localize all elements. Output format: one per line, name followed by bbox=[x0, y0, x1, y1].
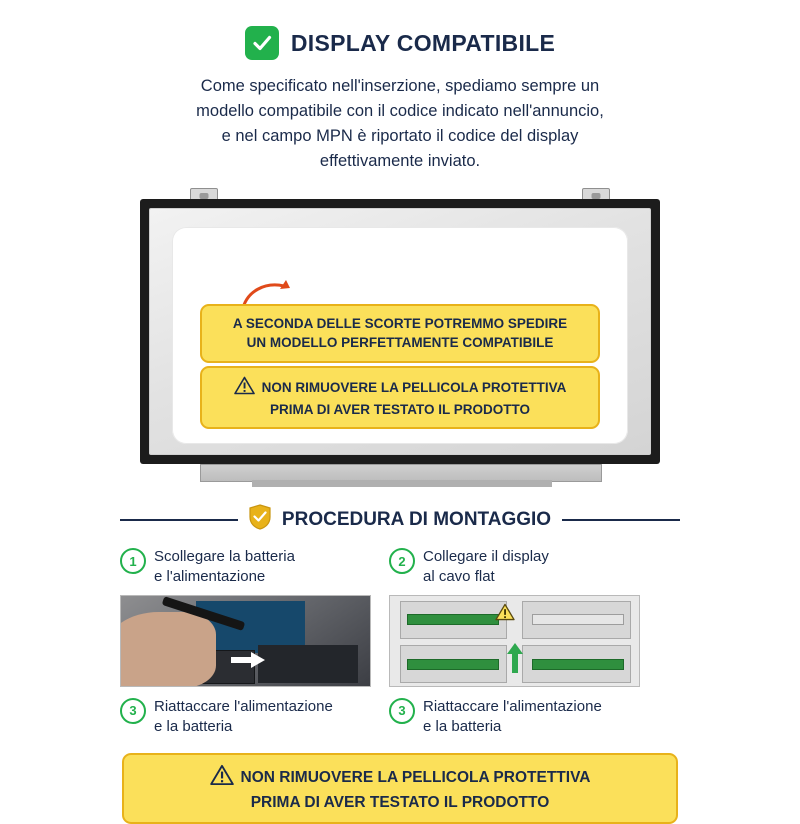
step-2-line-1: Collegare il display bbox=[423, 548, 549, 566]
footer-warning-line-2: PRIMA DI AVER TESTATO IL PRODOTTO bbox=[250, 793, 550, 811]
header bbox=[120, 0, 680, 60]
footer-warning-banner bbox=[122, 753, 678, 824]
step-3-right-line-1: Riattaccare l'alimentazione bbox=[423, 697, 602, 715]
step-1-number: 1 bbox=[120, 548, 146, 574]
footer-warning-row-1 bbox=[130, 764, 670, 792]
step-2-text bbox=[423, 547, 549, 587]
panel-note-stock-line-2: UN MODELLO PERFETTAMENTE COMPATIBILE bbox=[246, 334, 554, 350]
step-3-left-number: 3 bbox=[120, 698, 146, 724]
step-2-number: 2 bbox=[389, 548, 415, 574]
step-3-right-number: 3 bbox=[389, 698, 415, 724]
step-3-left-text bbox=[154, 697, 333, 737]
flat-cable-connector-4 bbox=[532, 659, 624, 670]
flat-cable-connector-1 bbox=[407, 614, 499, 625]
panel-note-film-line-1: NON RIMUOVERE LA PELLICOLA PROTETTIVA bbox=[261, 380, 567, 396]
panel-note-film-line-2: PRIMA DI AVER TESTATO IL PRODOTTO bbox=[269, 401, 530, 417]
intro-line-3: e nel campo MPN è riportato il codice del display bbox=[221, 127, 579, 146]
panel-note-stock-line-1: A SECONDA DELLE SCORTE POTREMMO SPEDIRE bbox=[232, 316, 568, 332]
page-title: DISPLAY COMPATIBILE bbox=[290, 29, 556, 56]
intro-line-4: effettivamente inviato. bbox=[319, 152, 481, 171]
flat-cable-connector-2 bbox=[532, 614, 624, 625]
step-3-right bbox=[389, 697, 640, 737]
white-arrow-icon bbox=[231, 652, 265, 668]
step-1-line-1: Scollegare la batteria bbox=[154, 548, 295, 566]
footer-warning-line-1: NON RIMUOVERE LA PELLICOLA PROTETTIVA bbox=[240, 769, 591, 786]
intro-line-2: modello compatibile con il codice indicato nell'annuncio, bbox=[196, 102, 604, 121]
intro-paragraph bbox=[122, 74, 678, 174]
step-1-photo bbox=[120, 595, 371, 687]
warning-triangle-icon bbox=[234, 376, 255, 400]
step-3-left bbox=[120, 697, 371, 737]
panel-note-stock bbox=[200, 304, 600, 362]
step-3-left-line-2: e la batteria bbox=[154, 717, 233, 735]
step-1-line-2: e l'alimentazione bbox=[154, 568, 266, 586]
content-column bbox=[120, 0, 680, 811]
procedure-title: PROCEDURA DI MONTAGGIO bbox=[281, 508, 552, 530]
step-3-right-line-2: e la batteria bbox=[423, 717, 502, 735]
step-3-left-line-1: Riattaccare l'alimentazione bbox=[154, 697, 333, 715]
divider-left bbox=[120, 519, 238, 521]
divider-right bbox=[562, 519, 680, 521]
panel-note-film-row-1 bbox=[208, 376, 592, 400]
steps-column-left bbox=[120, 547, 371, 736]
steps-column-right bbox=[389, 547, 640, 736]
footer-warning-triangle-icon bbox=[210, 764, 234, 792]
flat-cable-connector-3 bbox=[407, 659, 499, 670]
hand-shape bbox=[120, 612, 216, 687]
step-3-right-text bbox=[423, 697, 602, 737]
intro-line-1: Come specificato nell'inserzione, spediamo sempre un bbox=[200, 77, 600, 95]
green-up-arrow-icon bbox=[507, 643, 523, 673]
step-1 bbox=[120, 547, 371, 587]
panel-note-film bbox=[200, 366, 600, 428]
display-panel-illustration bbox=[140, 188, 660, 488]
photo-warning-triangle-icon bbox=[495, 603, 515, 626]
step-2-line-2: al cavo flat bbox=[423, 568, 495, 586]
shield-icon bbox=[249, 504, 271, 535]
procedure-steps bbox=[120, 547, 680, 736]
check-icon bbox=[245, 26, 279, 60]
step-2-photo bbox=[389, 595, 640, 687]
step-2 bbox=[389, 547, 640, 587]
drive-bay-shape bbox=[258, 645, 358, 683]
panel-bottom-strip-secondary bbox=[252, 480, 552, 487]
step-1-text bbox=[154, 547, 295, 587]
procedure-header bbox=[120, 504, 680, 535]
